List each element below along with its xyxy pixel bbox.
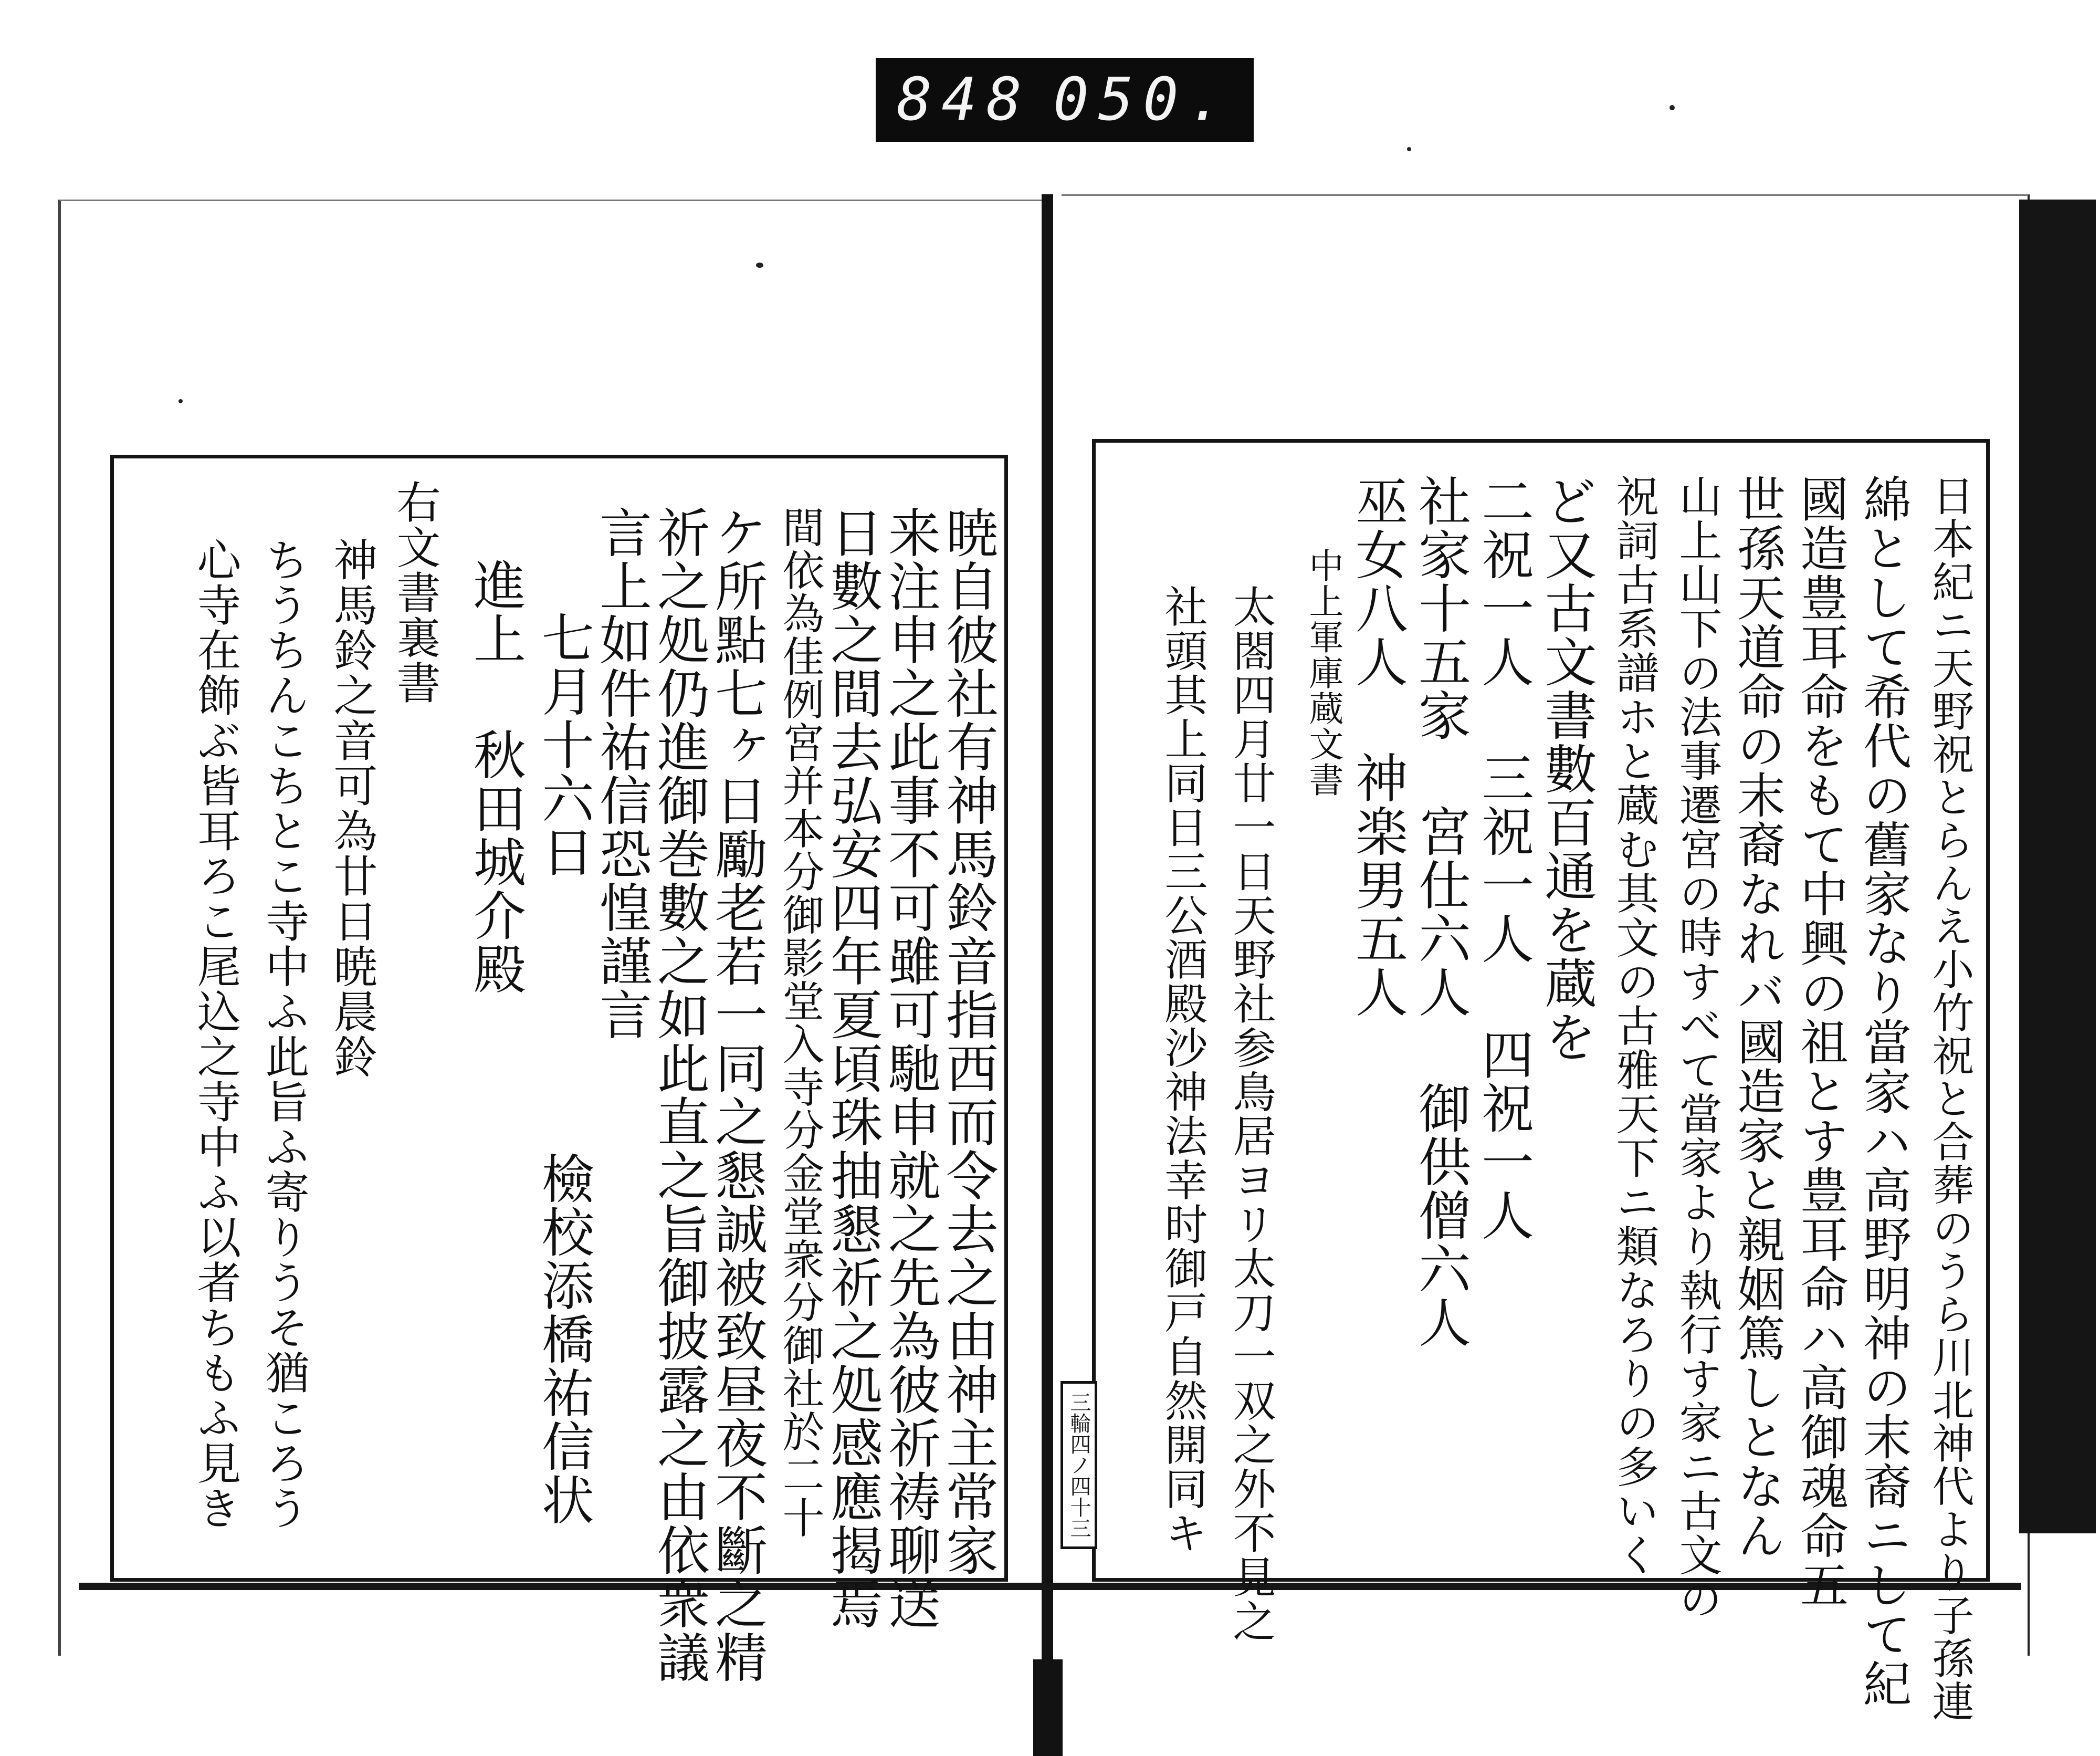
right-col-9: 社家十五家 宮仕六人 御供僧六人	[1410, 474, 1471, 1349]
left-col-10: 進上 秋田城介殿	[465, 558, 526, 996]
left-col-3: 日數之間去弘安四年夏頃珠抽懇祈之処感應揭焉	[822, 506, 883, 1630]
right-col-7: ど又古文書數百通を蔵を	[1536, 474, 1597, 1063]
right-col-4: 世孫天道命の末裔なれバ國造家と親姻篤しとなん	[1729, 474, 1786, 1560]
right-col-12: 太閤四月廿一日天野社参鳥居ヨリ太刀一双之外不見之	[1226, 584, 1276, 1643]
scan-speck	[1670, 105, 1675, 110]
left-col-8: 七月十六日	[533, 611, 594, 879]
left-col-11: 右文書裏書	[390, 479, 441, 705]
left-col-1: 暁自彼社有神馬鈴音指西而令去之由神主常家	[937, 506, 999, 1577]
book-edge-shadow	[2019, 200, 2096, 1533]
left-col-6: 祈之処仍進御巻數之如此直之旨御披露之由依衆議	[648, 506, 710, 1684]
right-col-3: 國造豊耳命をもて中興の祖とす豊耳命ハ高御魂命五	[1792, 474, 1849, 1609]
right-col-8: 二祝一人 三祝一人 四祝一人	[1473, 474, 1534, 1242]
right-col-11: 中上軍庫蔵文書	[1303, 548, 1343, 798]
left-col-9: 檢校添橋祐信状	[533, 1152, 594, 1527]
right-col-6: 祝詞古系譜ホと蔵む其文の古雅天下ニ類なろりの多いく	[1609, 474, 1659, 1577]
left-text-panel	[110, 455, 1008, 1684]
bottom-frame-rule	[79, 1583, 2021, 1590]
right-col-13: 社頭其上同日三公酒殿沙神法幸时御戸自然開同キ	[1158, 584, 1208, 1555]
left-col-7: 言上如件祐信恐惶謹言	[591, 506, 652, 1041]
left-col-13: ちうちんこちとこ寺中ふ此旨ふ寄りうそ猶ころう	[258, 537, 310, 1531]
right-col-10: 巫女八人 神楽男五人	[1347, 474, 1408, 1019]
left-col-14: 心寺在飾ぶ皆耳ろこ尾込之寺中ふ以者ちもふ見き	[190, 537, 242, 1531]
right-text-panel	[1092, 439, 1990, 1723]
left-col-2: 来注申之此事不可雖可馳申就之先為彼祈祷聊送	[879, 506, 941, 1630]
left-col-5: ケ所點七ヶ日勵老若一同之懇誠被致昼夜不斷之精	[706, 506, 768, 1684]
book-spine-foot	[1033, 1659, 1063, 1756]
book-spine	[1042, 194, 1053, 1717]
left-col-4: 間依為佳例宮并本分御影堂入寺分金堂衆分御社於二十	[775, 506, 824, 1539]
left-col-12: 神馬鈴之音可為廿日暁晨鈴	[327, 537, 378, 1079]
scan-speck	[178, 399, 183, 403]
catalog-stamp: 三輪四ノ四十三	[1060, 1381, 1097, 1549]
film-frame-counter	[876, 58, 1254, 142]
scan-speck	[756, 263, 763, 268]
scan-speck	[1407, 147, 1411, 151]
right-col-5: 山上山下の法事遷宮の時すべて當家より執行す家ニ古文の	[1672, 474, 1722, 1621]
right-col-2: 綿として希代の舊家なり當家ハ高野明神の末裔ニして紀	[1855, 474, 1912, 1708]
counter-frame-number: 050.	[1053, 66, 1233, 134]
counter-reel-number: 848	[897, 66, 1032, 134]
right-col-1: 日本紀ニ天野祝とらんえ小竹祝と合葬のうら川北神代より子孫連	[1925, 474, 1974, 1723]
